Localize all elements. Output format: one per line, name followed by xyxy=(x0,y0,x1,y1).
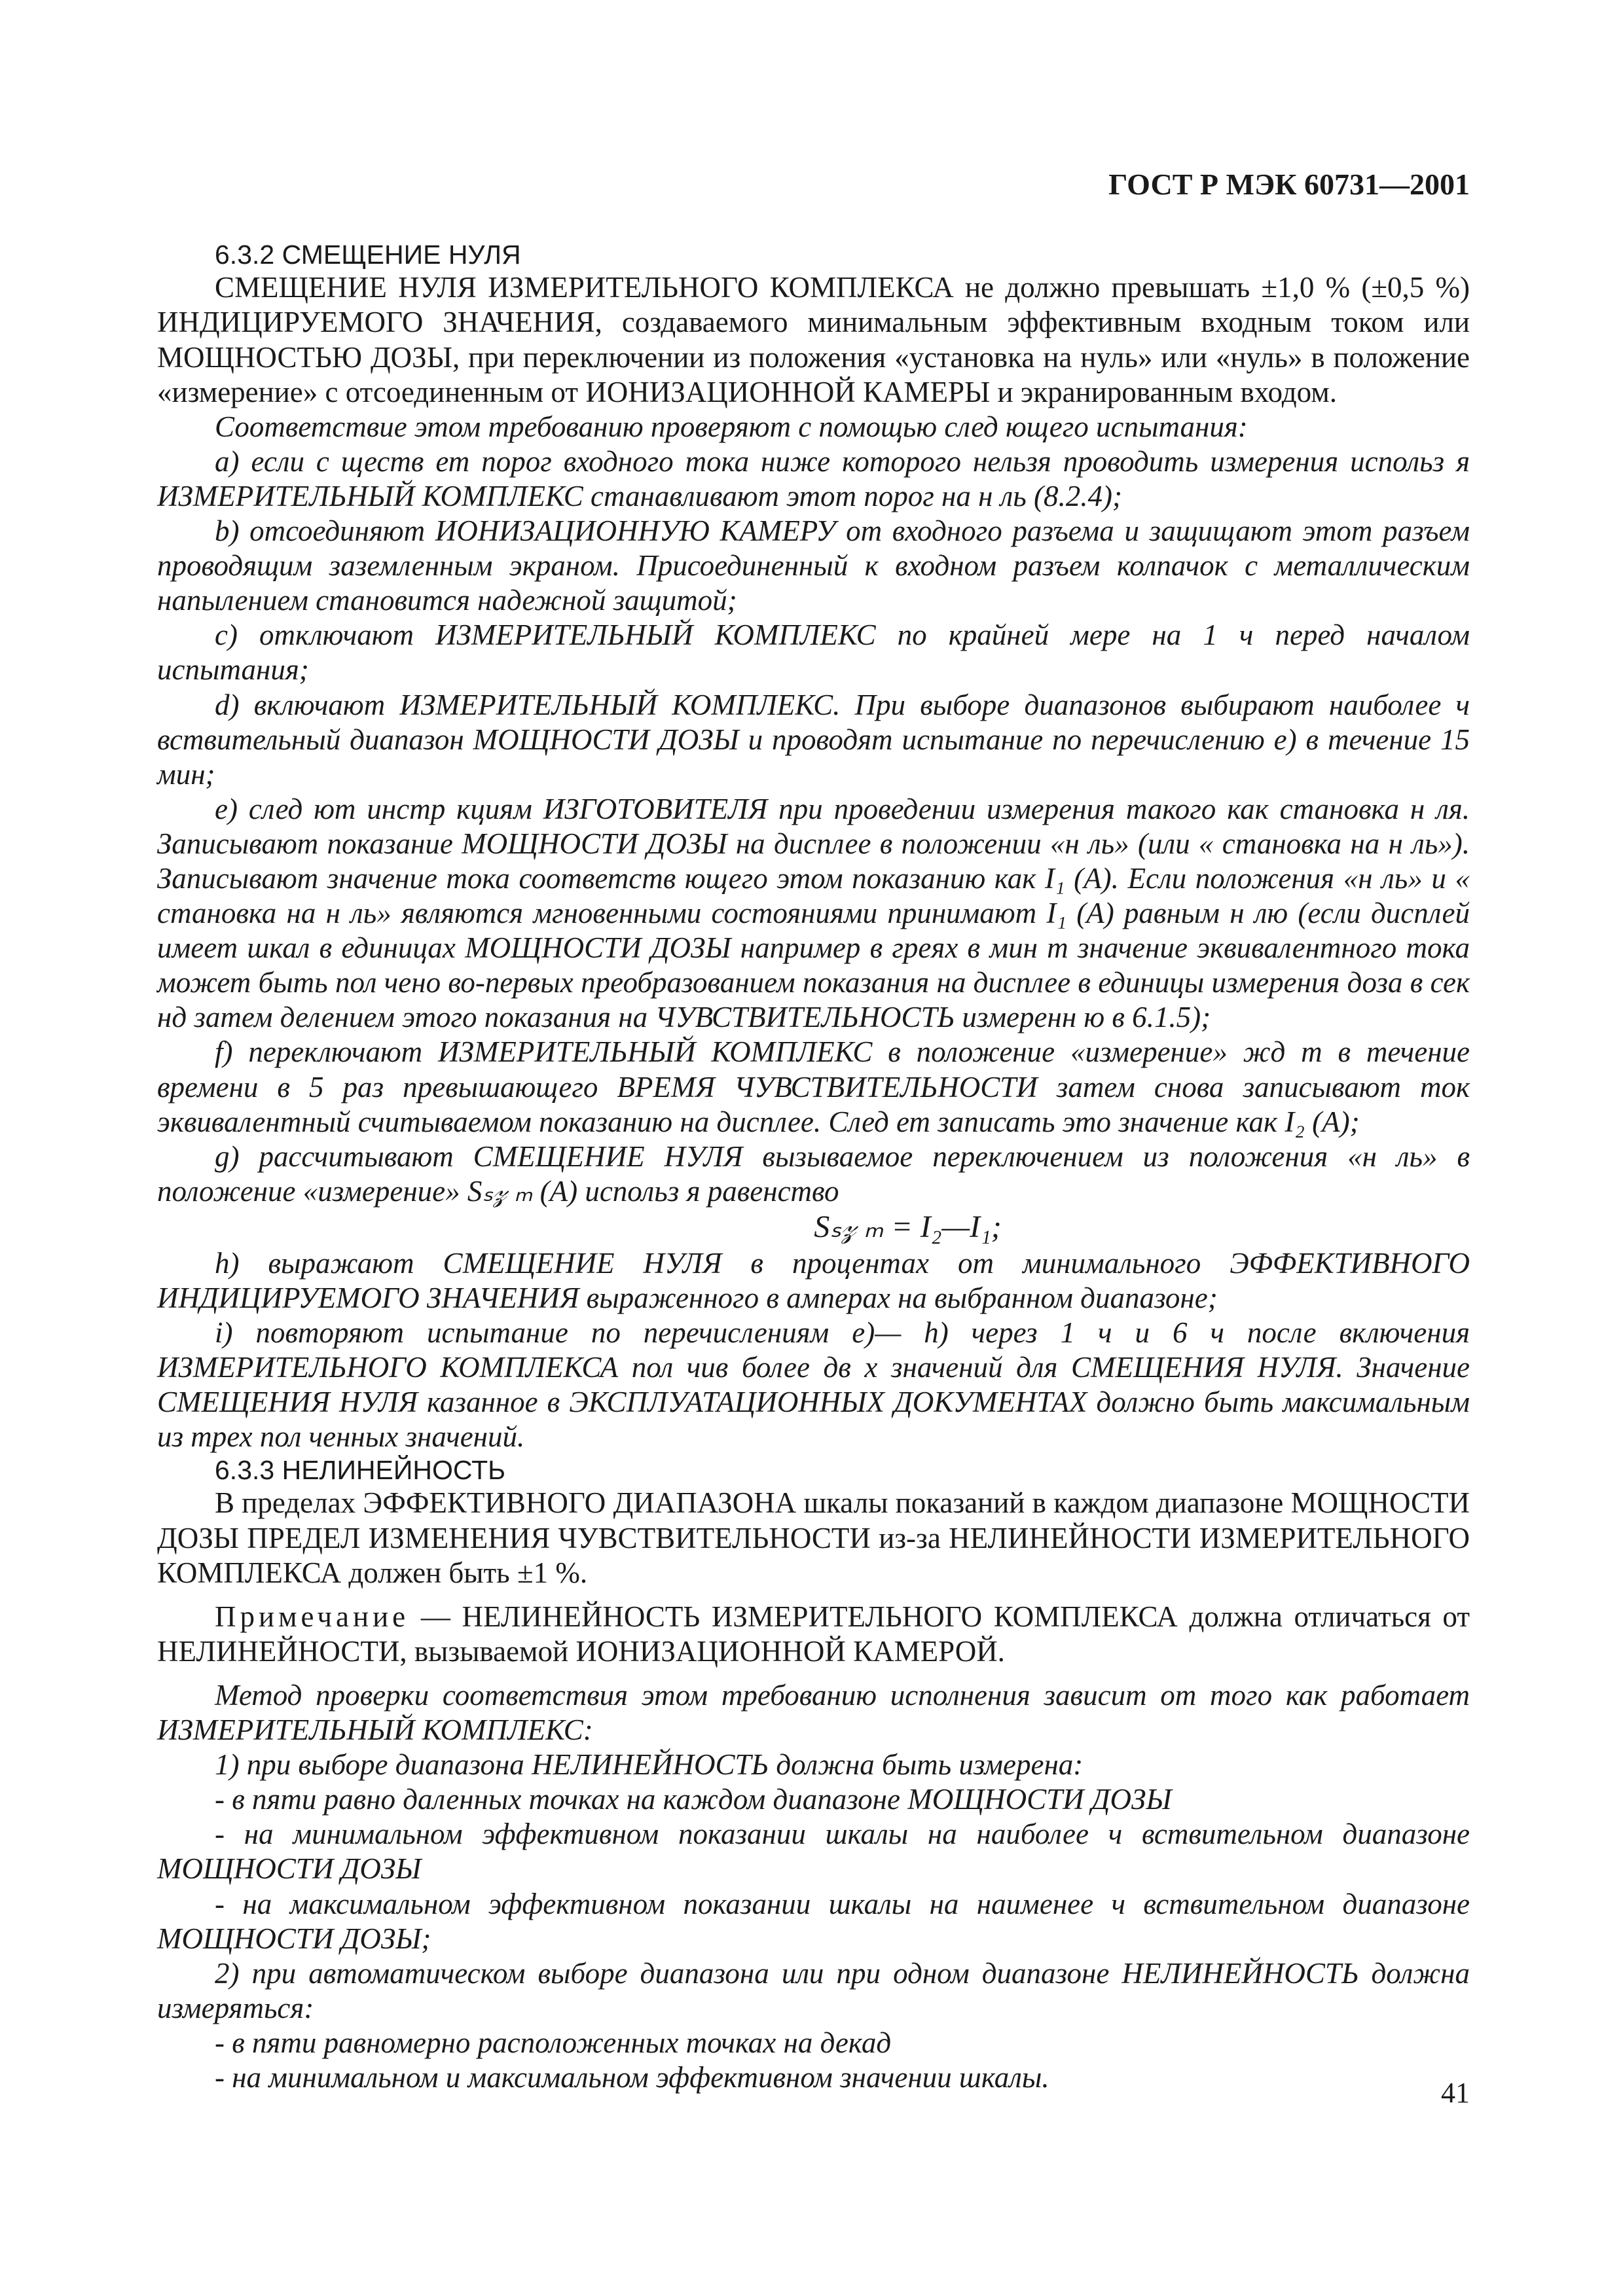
method-1-item-c: - на максимальном эффективном показании шкалы на наименее ч вствительном диапазоне МОЩНОСТИ ДОЗЫ; xyxy=(157,1887,1470,1955)
method-2-item-b: - на минимальном и максимальном эффективном значении шкалы. xyxy=(215,2060,1049,2094)
test-step-g: g) рассчитывают СМЕЩЕНИЕ НУЛЯ вызываемое переключением из положения «н ль» в положение «измерение» Sₛ𝓏 ₘ (А) использ я равенство xyxy=(157,1139,1470,1208)
standard-header: ГОСТ Р МЭК 60731—2001 xyxy=(1108,168,1470,201)
section-6-3-2-requirement: СМЕЩЕНИЕ НУЛЯ ИЗМЕРИТЕЛЬНОГО КОМПЛЕКСА не должно превышать ±1,0 % (±0,5 %) ИНДИЦИРУЕМОГО ЗНАЧЕНИЯ, создаваемого минимальным эффективным входным током или МОЩНОСТЬЮ ДОЗЫ, при переключении из положения «установка на нуль» или «нуль» в положение «измерение» с отсоединенным от ИОНИЗАЦИОННОЙ КАМЕРЫ и экранированным входом. xyxy=(157,271,1470,408)
method-1: 1) при выборе диапазона НЕЛИНЕЙНОСТЬ должна быть измерена: xyxy=(215,1748,1084,1782)
test-intro: Соответствие этом требованию проверяют с помощью след ющего испытания: xyxy=(215,410,1248,443)
test-step-i: i) повторяют испытание по перечислениям е)— h) через 1 ч и 6 ч после включения ИЗМЕРИТЕЛЬНОГО КОМПЛЕКСА пол чив более дв х значений для СМЕЩЕНИЯ НУЛЯ. Значение СМЕЩЕНИЯ НУЛЯ казанное в ЭКСПЛУАТАЦИОННЫХ ДОКУМЕНТАХ должно быть максимальным из трех пол ченных значений. xyxy=(157,1316,1470,1453)
test-step-e: е) след ют инстр кциям ИЗГОТОВИТЕЛЯ при проведении измерения такого как становка н ля. Записывают показание МОЩНОСТИ ДОЗЫ на дисплее в положении «н ль» (или « становка на н ль»). Записывают значение тока соответств ющего этом показанию как I₁ (А). Если положения «н ль» и « становка на н ль» являются мгновенными состояниями принимают I₁ (А) равным н лю (если дисплей имеет шкал в единицах МОЩНОСТИ ДОЗЫ например в греях в мин т значение эквивалентного тока может быть пол чено во-первых преобразованием показания на дисплее в единицы измерения доза в сек нд затем делением этого показания на ЧУВСТВИТЕЛЬНОСТЬ измеренн ю в 6.1.5); xyxy=(157,792,1470,1034)
document-body xyxy=(157,239,1470,2095)
section-6-3-2-title: 6.3.2 СМЕЩЕНИЕ НУЛЯ xyxy=(215,240,521,270)
test-step-f: f) переключают ИЗМЕРИТЕЛЬНЫЙ КОМПЛЕКС в положение «измерение» жд т в течение времени в 5 раз превышающего ВРЕМЯ ЧУВСТВИТЕЛЬНОСТИ затем снова записывают ток эквивалентный считываемом показанию на дисплее. След ет записать это значение как I₂ (А); xyxy=(157,1035,1470,1138)
method-2: 2) при автоматическом выборе диапазона или при одном диапазоне НЕЛИНЕЙНОСТЬ должна измеряться: xyxy=(157,1956,1470,2024)
section-6-3-3-title: 6.3.3 НЕЛИНЕЙНОСТЬ xyxy=(215,1455,506,1486)
test-step-d: d) включают ИЗМЕРИТЕЛЬНЫЙ КОМПЛЕКС. При выборе диапазонов выбирают наиболее ч вствительный диапазон МОЩНОСТИ ДОЗЫ и проводят испытание по перечислению е) в течение 15 мин; xyxy=(157,688,1470,791)
test-step-c: с) отключают ИЗМЕРИТЕЛЬНЫЙ КОМПЛЕКС по крайней мере на 1 ч перед началом испытания; xyxy=(157,619,1470,687)
method-2-item-a: - в пяти равномерно расположенных точках на декад xyxy=(215,2026,892,2059)
test-step-h: h) выражают СМЕЩЕНИЕ НУЛЯ в процентах от минимального ЭФФЕКТИВНОГО ИНДИЦИРУЕМОГО ЗНАЧЕНИЯ выраженного в амперах на выбранном диапазоне; xyxy=(157,1246,1470,1314)
zero-shift-formula: Sₛ𝓏 ₘ = I₂—I₁; xyxy=(814,1209,1002,1244)
method-1-item-a: - в пяти равно даленных точках на каждом диапазоне МОЩНОСТИ ДОЗЫ xyxy=(215,1783,1172,1816)
test-step-a: а) если с ществ ет порог входного тока ниже которого нельзя проводить измерения использ я ИЗМЕРИТЕЛЬНЫЙ КОМПЛЕКС станавливают этот порог на н ль (8.2.4); xyxy=(157,444,1470,512)
method-1-item-b: - на минимальном эффективном показании шкалы на наиболее ч вствительном диапазоне МОЩНОСТИ ДОЗЫ xyxy=(157,1818,1470,1886)
note-label: Примечание xyxy=(215,1600,410,1633)
section-6-3-3-requirement: В пределах ЭФФЕКТИВНОГО ДИАПАЗОНА шкалы показаний в каждом диапазоне МОЩНОСТИ ДОЗЫ ПРЕДЕЛ ИЗМЕНЕНИЯ ЧУВСТВИТЕЛЬНОСТИ из-за НЕЛИНЕЙНОСТИ ИЗМЕРИТЕЛЬНОГО КОМПЛЕКСА должен быть ±1 %. xyxy=(157,1486,1470,1589)
method-intro: Метод проверки соответствия этом требованию исполнения зависит от того как работает ИЗМЕРИТЕЛЬНЫЙ КОМПЛЕКС: xyxy=(157,1678,1470,1747)
test-step-b: b) отсоединяют ИОНИЗАЦИОННУЮ КАМЕРУ от входного разъема и защищают этот разъем проводящим заземленным экраном. Присоединенный к входном разъем колпачок с металлическим напылением становится надежной защитой; xyxy=(157,514,1470,617)
note xyxy=(157,1600,1470,1669)
note-text: — НЕЛИНЕЙНОСТЬ ИЗМЕРИТЕЛЬНОГО КОМПЛЕКСА должна отличаться от НЕЛИНЕЙНОСТИ, вызываемой ИОНИЗАЦИОННОЙ КАМЕРОЙ. xyxy=(157,1600,1470,1668)
page-number: 41 xyxy=(1441,2077,1470,2109)
